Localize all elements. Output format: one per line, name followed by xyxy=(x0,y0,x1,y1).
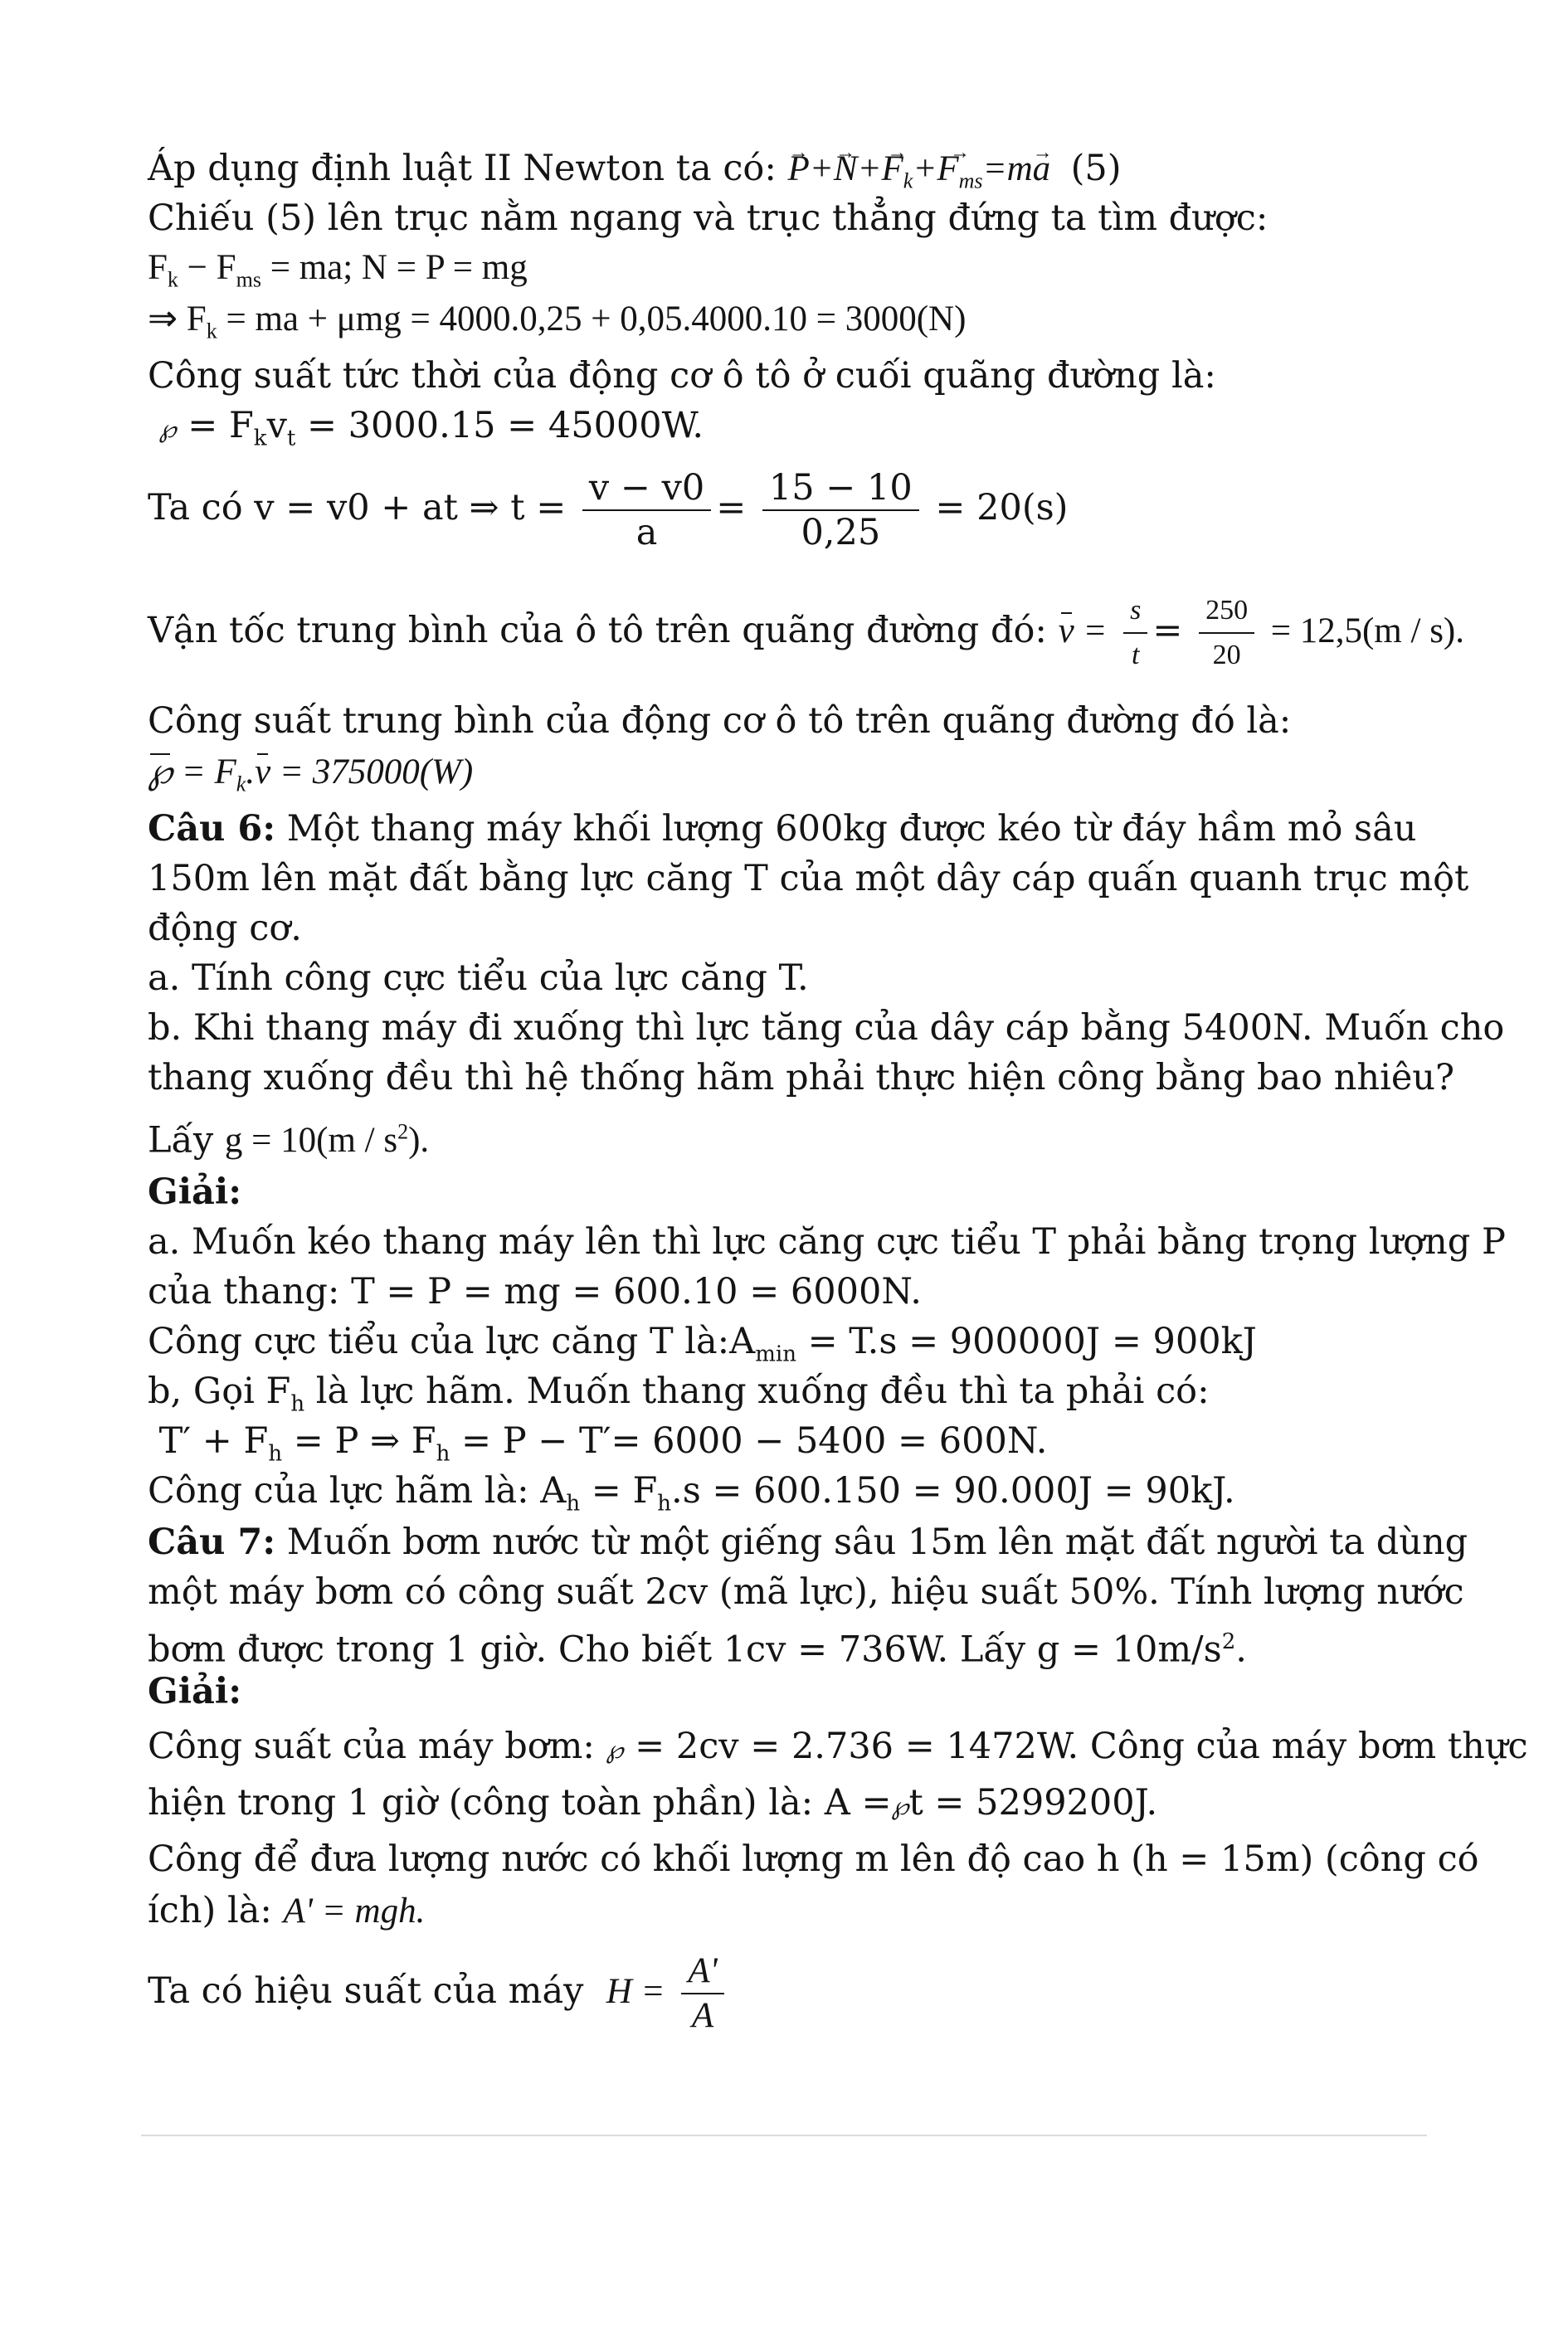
equation-line: Lấy $g = 10(m / s^2)$. xyxy=(148,1119,430,1161)
text-line: Công suất trung bình của động cơ ô tô trên quãng đường đó là: xyxy=(148,700,1292,742)
text-line: $T' + F_h = P$ ⇒ $F_h = P - T'= 6000 - 5400 = 600N$. xyxy=(148,1420,1048,1467)
equation-line: $F_k - F_{ms}$ = ma; N = P = mg xyxy=(148,248,528,292)
text-line: b. Khi thang máy đi xuống thì lực tăng của dây cáp bằng 5400N. Muốn cho xyxy=(148,1007,1505,1049)
text-line: Áp dụng định luật II Newton ta có: → $P+\to N+\to F_k+\to F_{ms}=m\to a$ (5) xyxy=(148,144,1121,206)
equation-line: ℘ = $F_k.v = 375000(W)$ xyxy=(148,748,473,809)
equation-line: Ta có hiệu suất của máy H = $\frac{A'}{A}$ xyxy=(148,1950,729,2038)
equation-line: Ta có v = v0 + at ⇒ t = $\frac{v - v0}{a}$ = $\frac{15 - 10}{0,25}$ = 20(s) xyxy=(148,467,1069,553)
text-line: hiện trong 1 giờ (công toàn phần) là: A =℘t = 5299200J. xyxy=(148,1782,1158,1824)
power-symbol: ℘ xyxy=(158,415,177,444)
text-line: bơm được trong 1 giờ. Cho biết 1cv = 736W. Lấy $g = 10m/s^2$. xyxy=(148,1629,1247,1671)
text-line: ích) là: A' = mgh. xyxy=(148,1890,426,1931)
text-line: ℘ = $F_kv_t = 3000.15 = 45000W$. xyxy=(158,405,704,451)
fraction: $\frac{15 - 10}{0,25}$ xyxy=(762,466,919,554)
text-line: một máy bơm có công suất 2cv (mã lực), hiệu suất 50%. Tính lượng nước xyxy=(148,1571,1464,1613)
power-symbol: ℘ xyxy=(891,1792,909,1821)
fraction: $\frac{v - v0}{a}$ xyxy=(582,466,711,554)
equation-line: ⇒ $F_k$ = ma + μmg = 4000.0,25 + 0,05.4000.10 = 3000(N) xyxy=(148,299,967,343)
question-7: Câu 7: Muốn bơm nước từ một giếng sâu 15m lên mặt đất người ta dùng xyxy=(148,1522,1468,1563)
text-line: 150m lên mặt đất bằng lực căng T của một dây cáp quấn quanh trục một xyxy=(148,858,1469,899)
text-line: Công của lực hãm là: $A_h = F_h.s = 600.150 = 90.000J = 90kJ$. xyxy=(148,1470,1235,1517)
text-line: a. Muốn kéo thang máy lên thì lực căng cực tiểu T phải bằng trọng lượng P xyxy=(148,1221,1506,1263)
text-line: Công suất tức thời của động cơ ô tô ở cuối quãng đường là: xyxy=(148,355,1216,397)
power-symbol: ℘ xyxy=(606,1736,624,1765)
text-line: động cơ. xyxy=(148,908,302,949)
text-line: thang xuống đều thì hệ thống hãm phải thực hiện công bằng bao nhiêu? xyxy=(148,1057,1455,1098)
footer-divider xyxy=(141,2135,1427,2136)
question-6: Câu 6: Một thang máy khối lượng 600kg được kéo từ đáy hầm mỏ sâu xyxy=(148,808,1417,850)
fraction: $\frac{A'}{A}$ xyxy=(681,1950,723,2038)
text-line: a. Tính công cực tiểu của lực căng T. xyxy=(148,957,809,999)
text-line: Vận tốc trung bình của ô tô trên quãng đường đó: v = $\frac{s}{t}$ = $\frac{250}{20}$ = 12,5(m / s). xyxy=(148,589,1464,677)
solution-heading: Giải: xyxy=(148,1171,242,1213)
text-line: Công để đưa lượng nước có khối lượng m lên độ cao h (h = 15m) (công có xyxy=(148,1838,1479,1880)
text-line: b, Gọi $F_h$ là lực hãm. Muốn thang xuống đều thì ta phải có: xyxy=(148,1371,1210,1417)
text-line: của thang: T = P = mg = 600.10 = 6000N. xyxy=(148,1271,922,1312)
text-line: Công cực tiểu của lực căng T $là:A_{min} = T.s = 900000J = 900kJ$ xyxy=(148,1321,1257,1367)
fraction: $\frac{250}{20}$ xyxy=(1199,589,1254,677)
newton-equation: → $P+\to N+\to F_k+\to F_{ms}=m\to a$ xyxy=(787,149,1059,188)
text-line: Công suất của máy bơm: ℘ = 2cv = 2.736 = 1472W. Công của máy bơm thực xyxy=(148,1726,1528,1767)
text-line: Chiếu (5) lên trục nằm ngang và trục thẳng đứng ta tìm được: xyxy=(148,197,1269,239)
solution-heading: Giải: xyxy=(148,1671,242,1712)
fraction: $\frac{s}{t}$ xyxy=(1123,589,1147,677)
